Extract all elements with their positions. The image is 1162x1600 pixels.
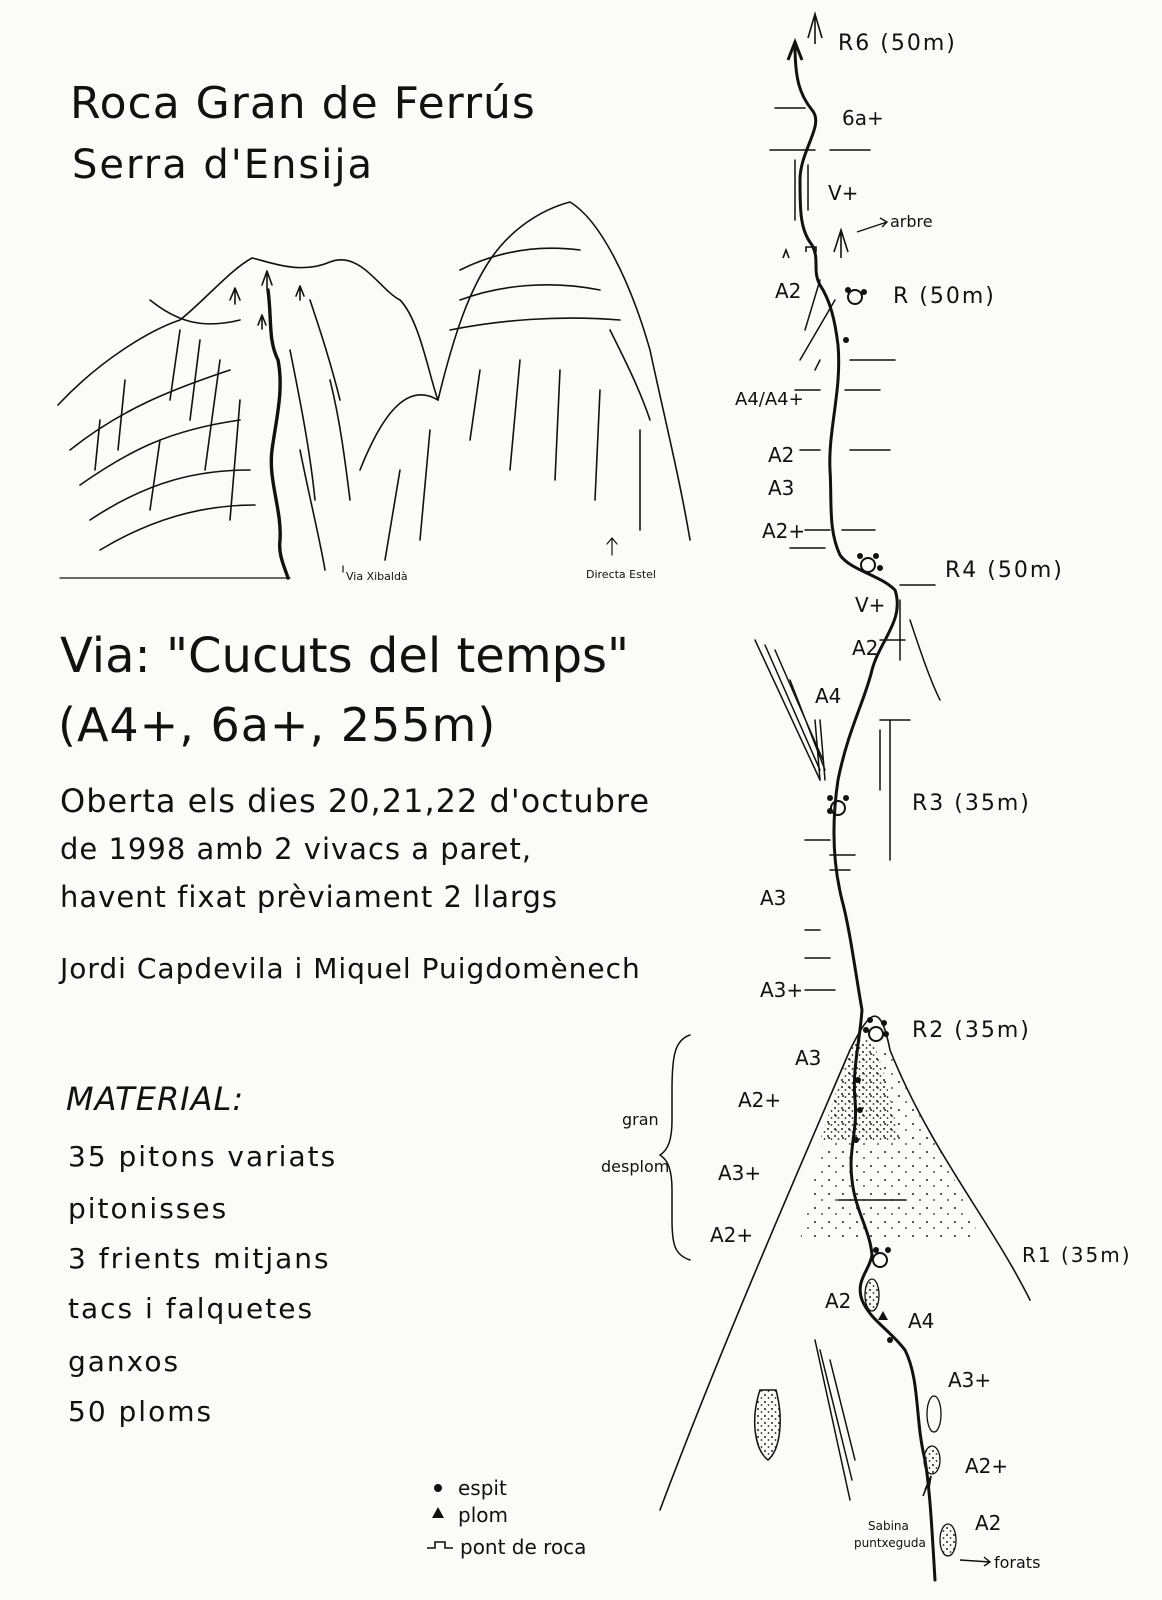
note-big-overhang: desplom [601, 1157, 670, 1176]
note-holes: forats [994, 1553, 1041, 1572]
material-item: tacs i falquetes [68, 1292, 315, 1325]
belay-label: R1 (35m) [1022, 1243, 1132, 1267]
bolt-dot-icon [434, 1484, 442, 1492]
pitch-grade: V+ [855, 593, 886, 617]
lead-triangle-icon [432, 1507, 444, 1518]
pitch-grade: A3 [795, 1046, 822, 1070]
tree-arrow [857, 218, 887, 232]
material-item: 50 ploms [68, 1395, 214, 1428]
pitch-grade: A2 [775, 279, 802, 303]
route-grade: (A4+, 6a+, 255m) [58, 698, 497, 752]
belay-label: R2 (35m) [912, 1018, 1031, 1043]
pitch-grade: 6a+ [842, 106, 884, 130]
pitch-grade: A2+ [738, 1088, 782, 1112]
material-item: 35 pitons variats [68, 1140, 338, 1173]
note-sabina: puntxeguda [854, 1536, 926, 1550]
legend-label: plom [458, 1503, 508, 1527]
pitch-grade: A3+ [948, 1368, 992, 1392]
note-big-overhang: gran [622, 1110, 659, 1129]
sketch-label-left-route: Via Xibaldà [346, 570, 408, 583]
note-tree: arbre [890, 212, 933, 231]
pitch-grade: A4/A4+ [735, 389, 804, 410]
route-description-line-1: Oberta els dies 20,21,22 d'octubre [60, 782, 651, 820]
pitch-grade: A4 [908, 1309, 935, 1333]
pitch-grade: A2 [852, 636, 879, 660]
material-item: ganxos [68, 1345, 181, 1378]
crag-name: Roca Gran de Ferrús [70, 78, 536, 129]
pitch-grade: A4 [815, 684, 842, 708]
belay-label: R3 (35m) [912, 791, 1031, 816]
route-name: Via: "Cucuts del temps" [60, 628, 630, 684]
pitch-grade: A3 [768, 476, 795, 500]
material-heading: MATERIAL: [66, 1080, 245, 1118]
belay-label: R (50m) [893, 284, 996, 309]
route-description-line-3: havent fixat prèviament 2 llargs [60, 880, 558, 914]
pitch-grade: A2 [768, 443, 795, 467]
sketch-label-right-route: Directa Estel [586, 568, 656, 581]
pitch-grade: A2+ [710, 1223, 754, 1247]
pitch-grade: V+ [828, 181, 859, 205]
pitch-grade: A3+ [718, 1161, 762, 1185]
rock-bridge-icon [427, 1542, 453, 1548]
legend-label: pont de roca [460, 1535, 587, 1559]
route-description-line-2: de 1998 amb 2 vivacs a paret, [60, 832, 533, 866]
crag-range: Serra d'Ensija [72, 142, 375, 188]
note-sabina: Sabina [868, 1519, 909, 1533]
belay-label: R6 (50m) [838, 31, 957, 56]
material-item: pitonisses [68, 1192, 229, 1225]
pitch-grade: A2 [975, 1511, 1002, 1535]
holes-arrow [960, 1557, 990, 1566]
belay-label: R4 (50m) [945, 558, 1064, 583]
pitch-grade: A3 [760, 886, 787, 910]
pitch-grade: A2+ [965, 1454, 1009, 1478]
mountain-sketch [58, 202, 690, 578]
pitch-grade: A3+ [760, 978, 804, 1002]
material-item: 3 frients mitjans [68, 1242, 331, 1275]
legend [427, 1476, 586, 1559]
pitch-grade: A2 [825, 1289, 852, 1313]
pitch-grade: A2+ [762, 519, 806, 543]
route-first-ascensionists: Jordi Capdevila i Miquel Puigdomènech [60, 952, 641, 985]
legend-label: espit [458, 1476, 507, 1500]
